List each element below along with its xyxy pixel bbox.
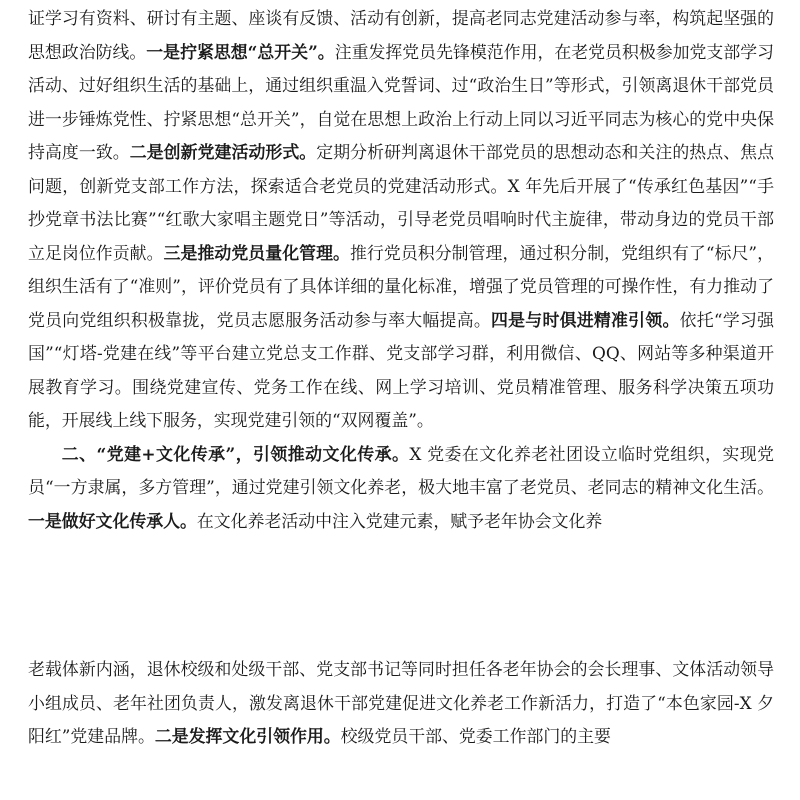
body-text: 注重发挥党员先锋模范作用，在老党员积极参加党支部学习活动、过好组织生活的基础上，通过组织重温入党誓词、过“政治生日”等形式，引领离退休干部党员进一步锤炼党性、拧紧思想“总开关”，自觉在思想上政治上行动上同以习近平同志为核心的党中央保持高度一致。 <box>28 41 775 162</box>
paragraph-1 <box>28 2 774 438</box>
body-text: 推行党员积分制管理，通过积分制，党组织有了“标尺”，组织生活有了“准则”，评价党员有了具体详细的量化标准，增强了党员管理的可操作性，有力推动了党员向党组织积极靠拢，党员志愿服务活动参与率大幅提高。 <box>28 242 775 330</box>
body-text: 证学习有资料、研讨有主题、座谈有反馈、活动有创新，提高老同志党建活动参与率，构筑起坚强的思想政治防线。 <box>28 8 774 62</box>
body-text: X 党委在文化养老社团设立临时党组织，实现党员“一方隶属，多方管理”，通过党建引领文化养老，极大地丰富了老党员、老同志的精神文化生活。 <box>28 443 774 497</box>
bold-heading-text: 二是创新党建活动形式。 <box>129 142 317 162</box>
bold-heading-text: 二、“党建+文化传承”，引领推动文化传承。 <box>61 443 410 464</box>
body-text: 依托“学习强国”“灯塔-党建在线”等平台建立党总支工作群、党支部学习群，利用微信、QQ、网站等多种渠道开展教育学习。围绕党建宣传、党务工作在线、网上学习培训、党员精准管理、服务科学决策五项功能，开展线上线下服务，实现党建引领的“双网覆盖”。 <box>28 309 775 430</box>
paragraph-3 <box>28 653 774 754</box>
body-text: 在文化养老活动中注入党建元素，赋予老年协会文化养 <box>196 510 603 531</box>
bold-heading-text: 三是推动党员量化管理。 <box>163 242 350 263</box>
bold-heading-text: 一是做好文化传承人。 <box>28 510 197 531</box>
body-text: 校级党员干部、党委工作部门的主要 <box>340 726 611 746</box>
paragraph-2 <box>28 438 774 539</box>
bold-heading-text: 一是拧紧思想“总开关”。 <box>146 41 335 62</box>
body-text: 定期分析研判离退休干部党员的思想动态和关注的热点、焦点问题，创新党支部工作方法，探索适合老党员的党建活动形式。X 年先后开展了“传承红色基因”“手抄党章书法比赛”“红歌大家唱主题党日”等活动，引导老党员唱响时代主旋律，带动身边的党员干部立足岗位作贡献。 <box>28 142 775 263</box>
document-page <box>28 2 774 754</box>
body-text: 老载体新内涵，退休校级和处级干部、党支部书记等同时担任各老年协会的会长理事、文体活动领导小组成员、老年社团负责人，激发离退休干部党建促进文化养老工作新活力，打造了“本色家园-X 夕阳红”党建品牌。 <box>28 659 774 746</box>
page-break-gap <box>28 538 774 653</box>
bold-heading-text: 二是发挥文化引领作用。 <box>154 726 341 746</box>
bold-heading-text: 四是与时俱进精准引领。 <box>491 309 680 330</box>
